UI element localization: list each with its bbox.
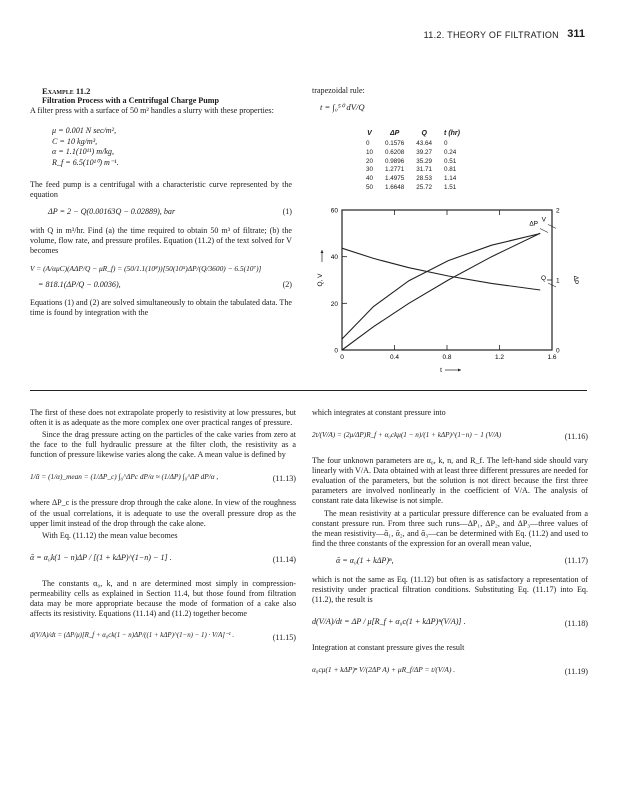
paragraph: The mean resistivity at a particular pressure difference can be evaluated from a constant pressure run. From three such runs—ΔP₁, ΔP₂, and ΔP₃—three values of the mean resistivity—ᾱ₁, ᾱ₂, and ᾱ₃—can be determined with Eq. (11.2) and used to find the three constants of the expression for an overall mean value, xyxy=(312,508,588,548)
table-cell: 50 xyxy=(366,183,374,191)
equation-body: ᾱ = α₀k(1 − n)ΔP / [(1 + kΔP)^(1−n) − 1] . xyxy=(30,552,172,562)
pump-text: The feed pump is a centrifugal with a characteristic curve represented by the equation xyxy=(30,179,292,199)
table-row xyxy=(360,166,466,175)
equation-body: 1/ᾱ = (1/α)_mean = (1/ΔP_c) ∫₀^ΔPc dP/α ≈ (1/ΔP) ∫₀^ΔP dP/α , xyxy=(30,472,219,482)
table-cell: 25.72 xyxy=(416,183,433,191)
table-row xyxy=(360,149,466,158)
x-axis-label: t xyxy=(440,367,442,374)
table-cell: 10 xyxy=(366,148,374,156)
paragraph: which integrates at constant pressure into xyxy=(312,408,446,417)
y-right-tick-label: 0 xyxy=(556,347,560,355)
after-eq1-text: with Q in m³/hr. Find (a) the time required to obtain 50 m³ of filtrate; (b) the volume, flow rate, and pressure profiles. Equation (11.2) of the text solved for V becomes xyxy=(30,226,292,256)
y-left-tick-label: 40 xyxy=(330,254,338,262)
filtration-chart xyxy=(300,200,600,390)
table-cell: 28.53 xyxy=(416,175,433,183)
y-right-axis-label: ΔP xyxy=(572,275,579,285)
table-cell: 0 xyxy=(366,140,370,148)
param-alpha: α = 1.1(10¹¹) m/kg, xyxy=(52,147,114,157)
example-intro: A filter press with a surface of 50 m² handles a slurry with these properties: xyxy=(30,106,274,116)
equation-body: d(V/A)/dt = (ΔP/μ)[R_f + α₀ck(1 − n)ΔP/((1 + kΔP)^(1−n) − 1) · V/A]⁻¹ . xyxy=(30,632,235,640)
series-line-v xyxy=(342,233,540,350)
x-axis-arrowhead xyxy=(458,369,461,372)
equation-2-line1: V = (A/αμC)(AΔP/Q − μR_f) = (50/1.1(10⁸))[50(10⁵)ΔP/(Q/3600) − 6.5(10⁷)] xyxy=(30,264,262,274)
x-tick-label: 1.6 xyxy=(547,354,557,361)
example-column xyxy=(30,86,292,321)
x-tick-label: 0.4 xyxy=(389,354,400,361)
example-subtitle: Filtration Process with a Centrifugal Charge Pump xyxy=(42,96,219,106)
paragraph: where ΔP_c is the pressure drop through the cake alone. In view of the roughness of the usual correlations, it is adequate to use the overall pressure drop as the upper limit instead of the drop through the cake alone. xyxy=(30,498,296,528)
table-cell: 30 xyxy=(366,166,374,174)
table-row xyxy=(360,140,466,149)
equation-11-17 xyxy=(312,553,588,571)
table-cell: 1.4975 xyxy=(385,175,405,183)
equation-2-line2: = 818.1(ΔP/Q − 0.0036), xyxy=(38,280,121,290)
equation-number: (11.18) xyxy=(564,619,588,629)
equation-number: (11.14) xyxy=(272,554,296,564)
table-cell: 0 xyxy=(444,140,448,148)
results-table xyxy=(360,130,466,192)
equation-1 xyxy=(30,204,292,222)
table-cell: 40 xyxy=(366,175,374,183)
x-tick-label: 0 xyxy=(340,354,344,361)
parameter-list xyxy=(30,126,292,168)
col-header-t: t (hr) xyxy=(444,130,460,137)
y-right-tick-label: 1 xyxy=(556,277,560,285)
trap-rule xyxy=(312,86,582,112)
table-header-row xyxy=(360,130,466,140)
equation-2-number: (2) xyxy=(282,280,292,290)
lower-left-column xyxy=(30,408,296,657)
y-right-tick-label: 2 xyxy=(556,207,560,215)
table-cell: 0.6208 xyxy=(385,148,405,156)
col-header-q: Q xyxy=(421,130,427,137)
table-row xyxy=(360,175,466,184)
equation-body: 2t/(V/A) = (2μ/ΔP)R_f + α₀ckμ(1 − n)/(1 + kΔP)^(1−n) − 1 (V/A) xyxy=(312,431,502,440)
param-c: C = 10 kg/m³, xyxy=(52,136,98,146)
equation-body: d(V/A)/dt = ΔP / μ[R_f + α₀c(1 + kΔP)ⁿ(V/A)] . xyxy=(312,617,466,627)
table-cell: 39.27 xyxy=(416,148,433,156)
x-tick-label: 0.8 xyxy=(442,354,452,361)
table-cell: 1.6648 xyxy=(385,183,405,191)
equation-11-16 xyxy=(312,422,588,452)
lower-right-column xyxy=(312,408,588,691)
param-rf: R_f = 6.5(10¹⁰) m⁻¹. xyxy=(52,157,119,167)
equation-1-number: (1) xyxy=(282,207,292,217)
series-label: V xyxy=(541,216,546,224)
x-tick-label: 1.2 xyxy=(494,354,505,361)
y-left-axis-label: Q, V xyxy=(317,273,324,287)
page-number: 311 xyxy=(567,28,585,40)
example-title: Example 11.2 xyxy=(42,86,91,96)
table-cell: 0.81 xyxy=(444,166,457,174)
col-header-v: V xyxy=(367,130,372,137)
param-mu: μ = 0.001 N sec/m², xyxy=(52,126,117,136)
running-header: 11.2. THEORY OF FILTRATION xyxy=(423,30,559,40)
table-cell: 0.1576 xyxy=(385,140,405,148)
after-eq2-text: Equations (1) and (2) are solved simultaneously to obtain the tabulated data. The time is found by integration with the xyxy=(30,298,292,318)
table-cell: 43.64 xyxy=(416,140,433,148)
equation-11-18 xyxy=(312,609,588,639)
series-label: Q xyxy=(540,274,546,282)
paragraph: With Eq. (11.12) the mean value becomes xyxy=(42,530,178,540)
trap-text: trapezoidal rule: xyxy=(312,86,365,95)
equation-number: (11.16) xyxy=(564,432,588,442)
paragraph: Since the drag pressure acting on the particles of the cake varies from zero at the face to the full hydraulic pressure at the filter cloth, the resistivity as a function of pressure likewise varies along the cake. A mean value is defined by xyxy=(30,430,296,460)
paragraph: Integration at constant pressure gives the result xyxy=(312,643,465,653)
equation-number: (11.19) xyxy=(564,667,588,677)
equation-11-13 xyxy=(30,464,296,494)
table-cell: 0.24 xyxy=(444,148,457,156)
table-cell: 31.71 xyxy=(416,166,433,174)
table-cell: 0.51 xyxy=(444,157,457,165)
equation-body: ᾱ = α₀(1 + kΔP)ⁿ, xyxy=(336,555,394,565)
series-label: ΔP xyxy=(529,220,538,228)
y-left-axis-arrowhead xyxy=(321,250,324,253)
table-cell: 35.29 xyxy=(416,157,433,165)
trap-equation: t = ∫₀⁵⁰ dV/Q xyxy=(320,102,365,113)
section-divider xyxy=(30,390,587,391)
equation-2 xyxy=(30,260,292,294)
table-cell: 0.9896 xyxy=(385,157,405,165)
paragraph: The constants α₀, k, and n are determined most simply in compression-permeability cells as explained in Section 11.4, but those found from filtration data may be more appropriate because the mode of formation of a cake also affects its resistivity. Equations (11.14) and (11.2) together become xyxy=(30,578,296,619)
table-cell: 1.14 xyxy=(444,175,457,183)
equation-1-body: ΔP = 2 − Q(0.00163Q − 0.02889), bar xyxy=(48,207,176,217)
paragraph: which is not the same as Eq. (11.12) but often is as satisfactory a representation of resistivity under practical filtration conditions. Substituting Eq. (11.17) into Eq. (11.2), the result is xyxy=(312,574,588,605)
col-header-dp: ΔP xyxy=(389,130,400,137)
y-left-tick-label: 20 xyxy=(330,300,338,308)
table-cell: 1.2771 xyxy=(385,166,405,174)
equation-number: (11.15) xyxy=(272,633,296,643)
equation-number: (11.13) xyxy=(272,474,296,484)
table-cell: 1.51 xyxy=(444,183,457,191)
y-left-tick-label: 0 xyxy=(334,347,338,355)
plot-frame xyxy=(342,210,552,350)
series-label-leader xyxy=(540,228,548,232)
equation-11-14 xyxy=(30,545,296,575)
table-row xyxy=(360,183,466,192)
table-cell: 20 xyxy=(366,157,374,165)
paragraph: The first of these does not extrapolate properly to resistivity at low pressures, but often it is as adequate as the more complex one over practical ranges of pressure. xyxy=(30,408,296,428)
equation-number: (11.17) xyxy=(564,555,588,565)
table-row xyxy=(360,157,466,166)
equation-11-19 xyxy=(312,657,588,687)
paragraph: The four unknown parameters are α₀, k, n, and R_f. The left-hand side should vary linearly with V/A. Data obtained with at least three different pressures are needed for evaluation of the parameters, but the solution is not direct because the first three parameters are involved nonlinearly in the coefficient of V/A. The analysis of constant rate data likewise is not simple. xyxy=(312,456,588,506)
y-left-tick-label: 60 xyxy=(330,207,338,215)
equation-11-15 xyxy=(30,623,296,653)
equation-body: α₀cμ(1 + kΔP)ⁿ V/(2ΔP A) + μR_f/ΔP = t/(V/A) . xyxy=(312,665,456,675)
